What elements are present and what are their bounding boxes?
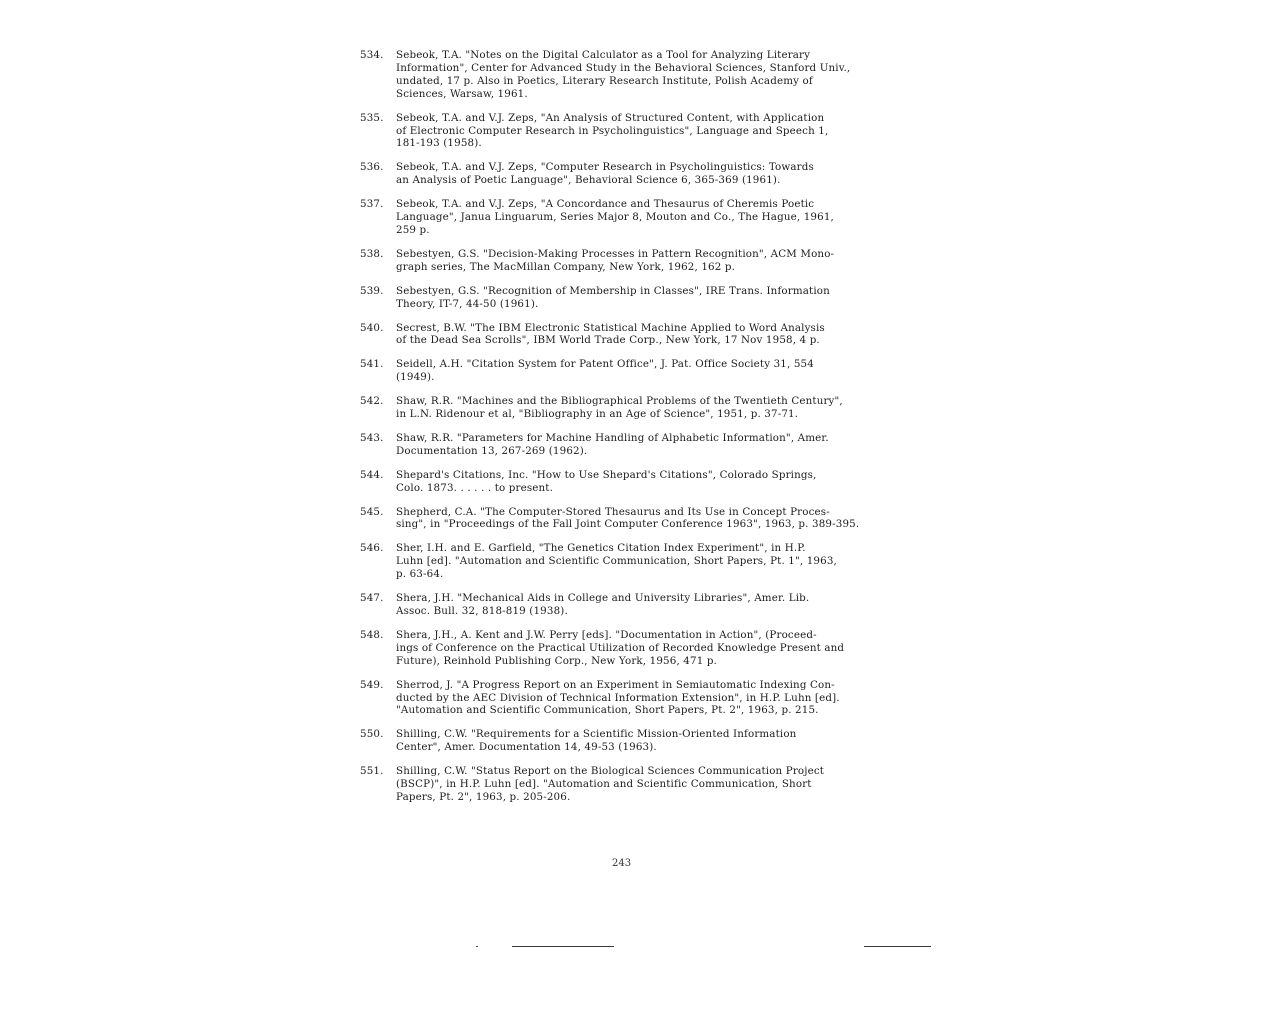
reference-number: 538. <box>360 247 384 260</box>
reference-number: 535. <box>360 111 384 124</box>
reference-text-line: Seidell, A.H. "Citation System for Patent Office", J. Pat. Office Society 31, 554 <box>396 358 814 371</box>
reference-text-line: Sebestyen, G.S. "Recognition of Membership in Classes", IRE Trans. Information <box>396 284 830 297</box>
reference-text-line: Papers, Pt. 2", 1963, p. 205-206. <box>396 790 571 803</box>
reference-entry <box>360 161 900 187</box>
reference-number: 550. <box>360 728 384 741</box>
reference-text-line: 259 p. <box>396 223 430 236</box>
reference-text-line: Sebeok, T.A. and V.J. Zeps, "A Concordance and Thesaurus of Cheremis Poetic <box>396 198 815 211</box>
reference-entry <box>360 679 900 718</box>
reference-text-line: Documentation 13, 267-269 (1962). <box>396 444 588 457</box>
reference-entry <box>360 432 900 458</box>
reference-text-line: Shera, J.H. "Mechanical Aids in College and University Libraries", Amer. Lib. <box>396 592 810 605</box>
reference-text-line: Secrest, B.W. "The IBM Electronic Statistical Machine Applied to Word Analysis <box>396 321 825 334</box>
reference-entry <box>360 395 900 421</box>
reference-entry <box>360 629 900 668</box>
reference-number: 549. <box>360 678 384 691</box>
reference-text-line: an Analysis of Poetic Language", Behavioral Science 6, 365-369 (1961). <box>396 174 781 187</box>
reference-text-line: Shera, J.H., A. Kent and J.W. Perry [eds]. "Documentation in Action", (Proceed- <box>396 628 817 641</box>
reference-text-line: 181-193 (1958). <box>396 137 482 150</box>
reference-text-line: Shaw, R.R. "Machines and the Bibliographical Problems of the Twentieth Century", <box>396 395 843 408</box>
reference-entry <box>360 542 900 581</box>
reference-text-line: Sher, I.H. and E. Garfield, "The Genetics Citation Index Experiment", in H.P. <box>396 542 806 555</box>
reference-number: 536. <box>360 161 384 174</box>
scan-speck <box>476 946 478 947</box>
reference-text-line: Information", Center for Advanced Study in the Behavioral Sciences, Stanford Univ., <box>396 61 851 74</box>
reference-text-line: graph series, The MacMillan Company, New York, 1962, 162 p. <box>396 260 736 273</box>
reference-text-line: Sebeok, T.A. and V.J. Zeps, "Computer Research in Psycholinguistics: Towards <box>396 161 814 174</box>
reference-text-line: ings of Conference on the Practical Utilization of Recorded Knowledge Present and <box>396 641 845 654</box>
reference-text-line: Theory, IT-7, 44-50 (1961). <box>396 297 539 310</box>
reference-number: 546. <box>360 542 384 555</box>
reference-entry <box>360 506 900 532</box>
reference-text-line: p. 63-64. <box>396 568 444 581</box>
reference-text-line: Language", Janua Linguarum, Series Major 8, Mouton and Co., The Hague, 1961, <box>396 211 834 224</box>
reference-text-line: ducted by the AEC Division of Technical Information Extension", in H.P. Luhn [ed]. <box>396 691 840 704</box>
reference-number: 537. <box>360 198 384 211</box>
reference-text-line: Sebeok, T.A. and V.J. Zeps, "An Analysis of Structured Content, with Application <box>396 111 825 124</box>
reference-text-line: Shilling, C.W. "Status Report on the Biological Sciences Communication Project <box>396 765 825 778</box>
reference-entry <box>360 322 900 348</box>
reference-text-line: Sebeok, T.A. "Notes on the Digital Calculator as a Tool for Analyzing Literary <box>396 49 811 61</box>
reference-number: 534. <box>360 49 384 61</box>
reference-text-line: Future), Reinhold Publishing Corp., New York, 1956, 471 p. <box>396 654 717 667</box>
reference-number: 551. <box>360 765 384 778</box>
reference-entry <box>360 592 900 618</box>
reference-number: 540. <box>360 321 384 334</box>
reference-entry <box>360 285 900 311</box>
reference-text-line: of the Dead Sea Scrolls", IBM World Trade Corp., New York, 17 Nov 1958, 4 p. <box>396 334 820 347</box>
reference-text-line: undated, 17 p. Also in Poetics, Literary Research Institute, Polish Academy of <box>396 74 813 87</box>
reference-number: 542. <box>360 395 384 408</box>
footer-rule-left <box>512 946 614 947</box>
reference-text-line: of Electronic Computer Research in Psycholinguistics", Language and Speech 1, <box>396 124 829 137</box>
reference-entry <box>360 728 900 754</box>
reference-list <box>360 49 900 815</box>
reference-text-line: "Automation and Scientific Communication, Short Papers, Pt. 2", 1963, p. 215. <box>396 704 819 717</box>
reference-text-line: Shepherd, C.A. "The Computer-Stored Thesaurus and Its Use in Concept Proces- <box>396 505 830 518</box>
reference-text-line: (BSCP)", in H.P. Luhn [ed]. "Automation and Scientific Communication, Short <box>396 778 812 791</box>
reference-text-line: Shaw, R.R. "Parameters for Machine Handling of Alphabetic Information", Amer. <box>396 431 829 444</box>
reference-entry <box>360 765 900 804</box>
reference-text-line: Assoc. Bull. 32, 818-819 (1938). <box>396 605 568 617</box>
reference-number: 547. <box>360 592 384 605</box>
reference-entry <box>360 112 900 151</box>
reference-text-line: sing", in "Proceedings of the Fall Joint Computer Conference 1963", 1963, p. 389-395. <box>396 518 860 531</box>
reference-text-line: in L.N. Ridenour et al, "Bibliography in an Age of Science", 1951, p. 37-71. <box>396 408 799 421</box>
reference-entry <box>360 358 900 384</box>
reference-entry <box>360 248 900 274</box>
reference-text-line: (1949). <box>396 371 435 384</box>
reference-number: 544. <box>360 468 384 481</box>
reference-text-line: Center", Amer. Documentation 14, 49-53 (1963). <box>396 741 657 754</box>
reference-number: 541. <box>360 358 384 371</box>
reference-text-line: Sciences, Warsaw, 1961. <box>396 87 528 100</box>
reference-number: 548. <box>360 628 384 641</box>
reference-text-line: Luhn [ed]. "Automation and Scientific Communication, Short Papers, Pt. 1", 1963, <box>396 555 837 568</box>
reference-entry <box>360 198 900 237</box>
reference-text-line: Shepard's Citations, Inc. "How to Use Shepard's Citations", Colorado Springs, <box>396 468 817 481</box>
reference-text-line: Colo. 1873. . . . . . to present. <box>396 481 554 494</box>
reference-text-line: Sherrod, J. "A Progress Report on an Experiment in Semiautomatic Indexing Con- <box>396 678 835 691</box>
reference-entry <box>360 469 900 495</box>
reference-entry <box>360 49 900 101</box>
reference-number: 545. <box>360 505 384 518</box>
footer-rule-right <box>864 946 931 947</box>
reference-number: 539. <box>360 284 384 297</box>
reference-text-line: Shilling, C.W. "Requirements for a Scientific Mission-Oriented Information <box>396 728 797 741</box>
reference-text-line: Sebestyen, G.S. "Decision-Making Processes in Pattern Recognition", ACM Mono- <box>396 247 835 260</box>
reference-number: 543. <box>360 431 384 444</box>
page-number: 243 <box>612 858 632 869</box>
